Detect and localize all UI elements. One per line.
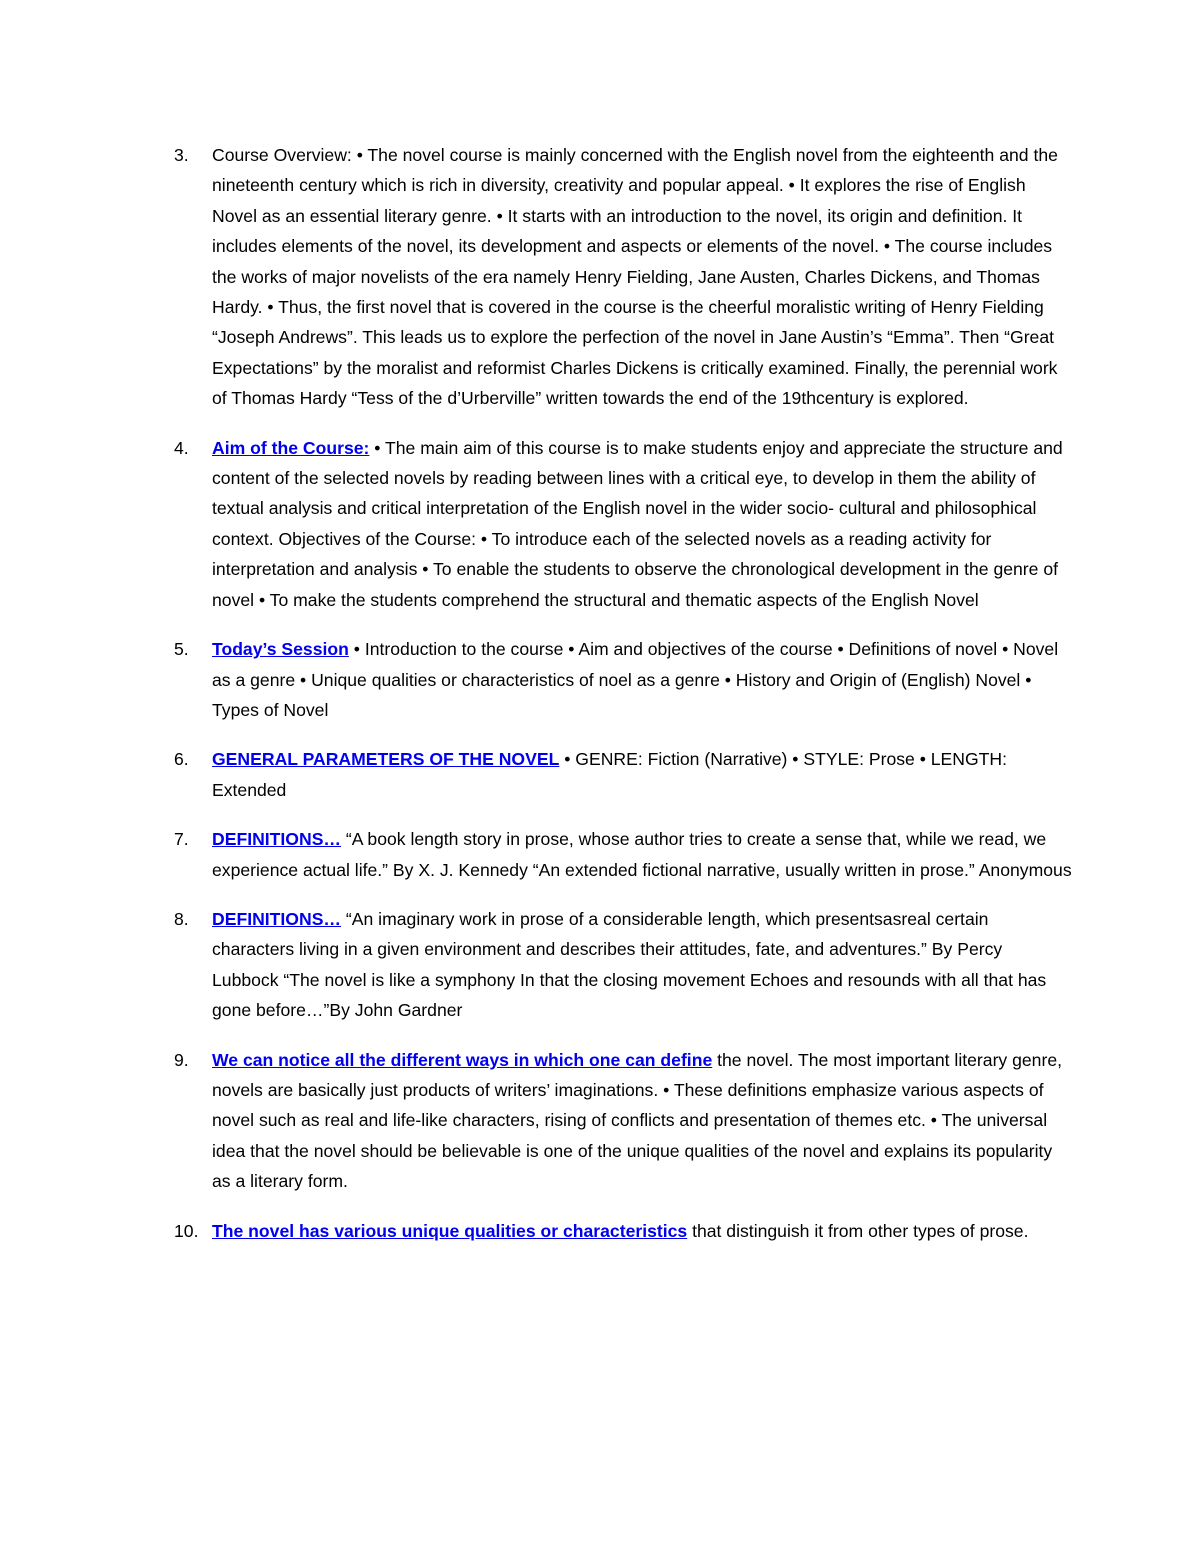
item-number: 7. <box>174 829 189 850</box>
list-item <box>174 140 1072 414</box>
item-number: 5. <box>174 639 189 660</box>
list-item <box>174 824 1072 885</box>
item-number: 9. <box>174 1049 189 1070</box>
item-number: 4. <box>174 437 189 458</box>
item-text: • Introduction to the course • Aim and objectives of the course • Definitions of novel • Novel as a genre • Unique qualities or characteristics of noel as a genre • History and Origin of (English) Novel • Types of Novel <box>212 639 1059 720</box>
list-item <box>174 634 1072 725</box>
numbered-list <box>174 140 1072 1265</box>
item-text: “A book length story in prose, whose author tries to create a sense that, while we read, we experience actual life.” By X. J. Kennedy “An extended fictional narrative, usually written in prose.” Anonymous <box>212 829 1072 880</box>
item-heading-link[interactable]: Aim of the Course: <box>212 437 370 458</box>
item-heading-link[interactable]: DEFINITIONS… <box>212 908 342 929</box>
item-number: 8. <box>174 908 189 929</box>
list-item <box>174 1216 1072 1246</box>
item-heading-link[interactable]: GENERAL PARAMETERS OF THE NOVEL <box>212 749 560 770</box>
item-text: • GENRE: Fiction (Narrative) • STYLE: Prose • LENGTH: Extended <box>212 749 1008 800</box>
item-number: 10. <box>174 1220 199 1241</box>
item-text: • The main aim of this course is to make students enjoy and appreciate the structure and content of the selected novels by reading between lines with a critical eye, to develop in them the ability of textual analysis and critical interpretation of the English novel in the wider socio- cultural and philosophical context. Objectives of the Course: • To introduce each of the selected novels as a reading activity for interpretation and analysis • To enable the students to observe the chronological development in the genre of novel • To make the students comprehend the structural and thematic aspects of the English Novel <box>212 437 1063 610</box>
item-text: Course Overview: • The novel course is mainly concerned with the English novel from the eighteenth and the nineteenth century which is rich in diversity, creativity and popular appeal. • It explores the rise of English Novel as an essential literary genre. • It starts with an introduction to the novel, its origin and definition. It includes elements of the novel, its development and aspects or elements of the novel. • The course includes the works of major novelists of the era namely Henry Fielding, Jane Austen, Charles Dickens, and Thomas Hardy. • Thus, the first novel that is covered in the course is the cheerful moralistic writing of Henry Fielding “Joseph Andrews”. This leads us to explore the perfection of the novel in Jane Austin’s “Emma”. Then “Great Expectations” by the moralist and reformist Charles Dickens is critically examined. Finally, the perennial work of Thomas Hardy “Tess of the d’Urberville” written towards the end of the 19thcentury is explored. <box>212 145 1058 409</box>
item-number: 6. <box>174 749 189 770</box>
item-text: “An imaginary work in prose of a considerable length, which presentsasreal certain characters living in a given environment and describes their attitudes, fate, and adventures.” By Percy Lubbock “The novel is like a symphony In that the closing movement Echoes and resounds with all that has gone before…”By John Gardner <box>212 908 1047 1021</box>
item-heading-link[interactable]: Today’s Session <box>212 639 349 660</box>
item-heading-link[interactable]: DEFINITIONS… <box>212 829 342 850</box>
list-item <box>174 904 1072 1026</box>
item-heading-link[interactable]: We can notice all the different ways in which one can define <box>212 1049 713 1070</box>
list-item <box>174 744 1072 805</box>
item-number: 3. <box>174 145 189 165</box>
item-text: the novel. The most important literary genre, novels are basically just products of writers’ imaginations. • These definitions emphasize various aspects of novel such as real and life-like characters, rising of conflicts and presentation of themes etc. • The universal idea that the novel should be believable is one of the unique qualities of the novel and explains its popularity as a literary form. <box>212 1049 1062 1192</box>
item-heading-link[interactable]: The novel has various unique qualities or characteristics <box>212 1220 688 1241</box>
list-item <box>174 1045 1072 1197</box>
list-item <box>174 433 1072 615</box>
item-text: that distinguish it from other types of prose. <box>687 1220 1029 1241</box>
